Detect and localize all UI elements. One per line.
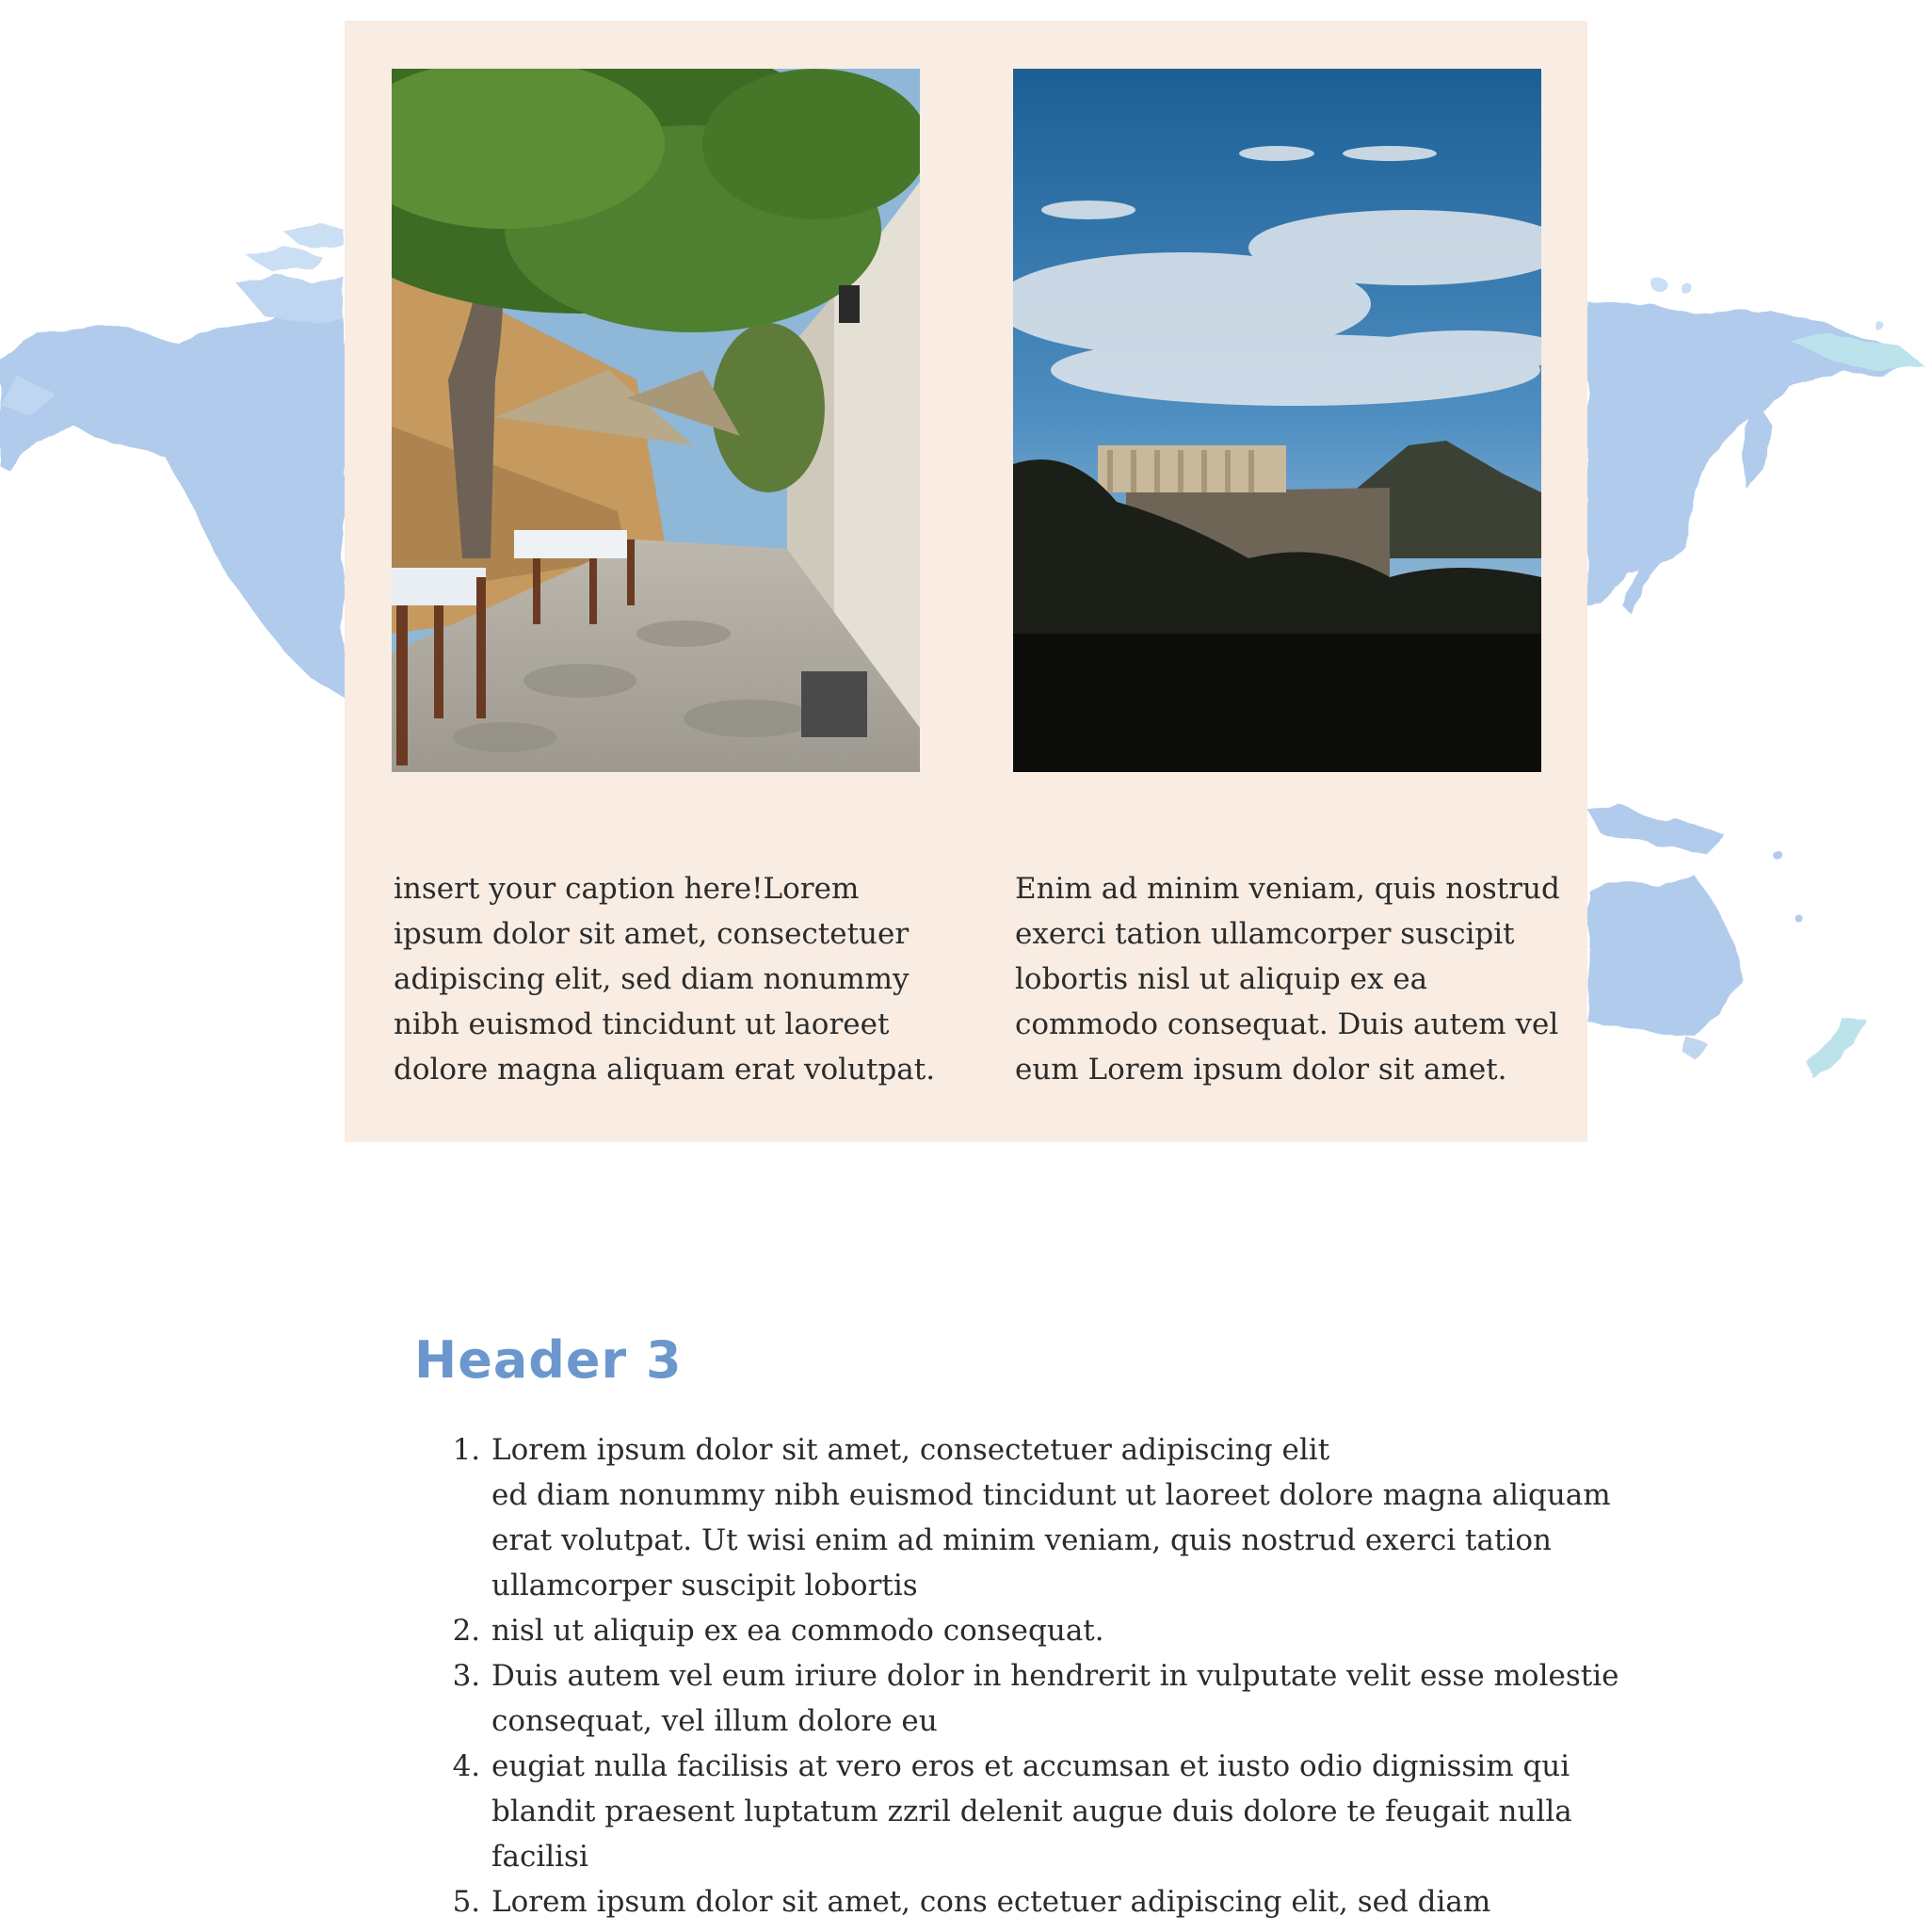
photo-alley-with-tables-icon — [392, 69, 920, 772]
list-item — [490, 1879, 1619, 1924]
list-item-text: 1. Lorem ipsum dolor sit amet, consectetuer adipiscing elit — [491, 1433, 1330, 1467]
acropolis-photo — [1013, 69, 1541, 772]
list-item-text: Lorem ipsum dolor sit amet, cons ectetuer adipiscing elit, sed diam — [491, 1885, 1491, 1919]
photo-caption-right: Enim ad minim veniam, quis nostrud exerci tation ullamcorper suscipit lobortis nisl ut aliquip ex ea commodo consequat. Duis autem vel eum Lorem ipsum dolor sit amet. — [1015, 872, 1560, 1087]
list-item-text: nisl ut aliquip ex ea commodo consequat. — [491, 1614, 1104, 1648]
photo-caption-left: insert your caption here!Lorem ipsum dolor sit amet, consectetuer adipiscing elit, sed diam nonummy nibh euismod tincidunt ut laoreet dolore magna aliquam erat volutpat. — [394, 872, 936, 1087]
list-item-continuation: ed diam nonummy nibh euismod tincidunt ut laoreet dolore magna aliquam erat volutpat. Ut wisi enim ad minim veniam, quis nostrud exerci tation ullamcorper suscipit lobortis — [491, 1478, 1611, 1602]
list-item — [490, 1744, 1619, 1879]
ordered-list — [414, 1427, 1619, 1924]
section-header: Header 3 — [414, 1330, 683, 1390]
new-zealand-shape — [1808, 1017, 1869, 1078]
taverna-street-photo — [392, 69, 920, 772]
north-america-shape — [0, 311, 345, 697]
arctic-islands-shape — [235, 273, 345, 325]
list-item — [490, 1653, 1619, 1744]
list-item-text: eugiat nulla facilisis at vero eros et accumsan et iusto odio dignissim qui blandit praesent luptatum zzril delenit augue duis dolore te feugait nulla facilisi — [491, 1749, 1572, 1874]
australia-shape — [1587, 876, 1742, 1036]
list-item — [490, 1427, 1619, 1608]
photo-card — [345, 21, 1587, 1142]
list-item-text: Duis autem vel eum iriure dolor in hendrerit in vulputate velit esse molestie consequat, vel illum dolore eu — [491, 1659, 1619, 1738]
photo-acropolis-sky-icon — [1013, 69, 1541, 772]
list-item — [490, 1608, 1619, 1653]
